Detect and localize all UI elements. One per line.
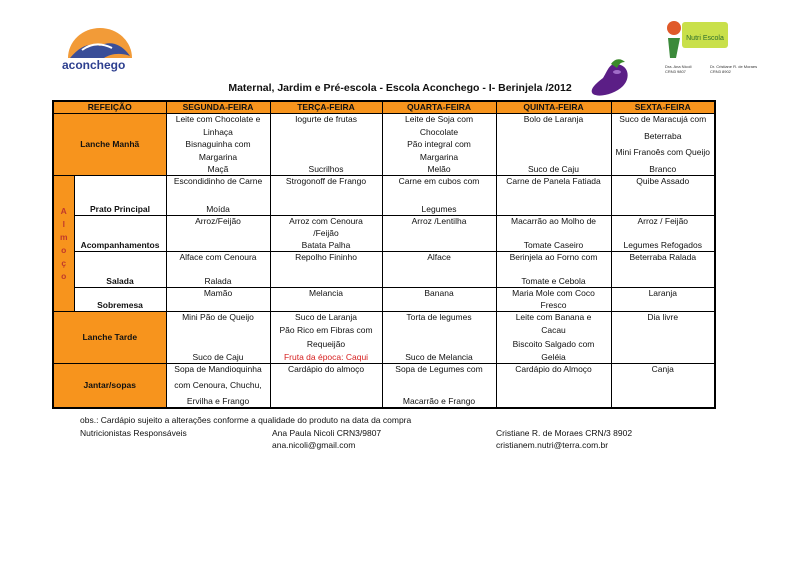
menu-item-line: Beterraba Ralada [629, 252, 697, 262]
almoco-letter: o [61, 270, 67, 281]
menu-item-line: Batata Palha [301, 240, 351, 250]
menu-item-line: Geléia [541, 351, 566, 362]
table-row [53, 216, 715, 252]
col-header: TERÇA-FEIRA [270, 101, 382, 114]
table-row [53, 364, 715, 409]
almoco-letter: A [60, 205, 67, 216]
menu-cell [166, 176, 270, 216]
menu-item-line: Arroz / Feijão [637, 216, 689, 226]
menu-item-line: Cardápio do almoço [287, 364, 365, 374]
table-row [53, 176, 715, 216]
menu-cell [496, 114, 611, 176]
menu-cell [496, 312, 611, 364]
menu-item-line: Canja [651, 364, 674, 374]
menu-cell [382, 312, 496, 364]
menu-cell [270, 176, 382, 216]
nutritionist-1-name: Ana Paula Nicoli CRN3/9807 [272, 428, 382, 438]
menu-cell [270, 114, 382, 176]
menu-cell [270, 288, 382, 312]
menu-cell [382, 288, 496, 312]
menu-cell [166, 114, 270, 176]
nutri-escola-text: Nutri Escola [686, 35, 724, 42]
menu-cell [270, 312, 382, 364]
menu-cell [611, 216, 715, 252]
menu-item-line: Sopa de Mandioquinha [174, 364, 262, 374]
right-logo-caption-right: Dr. Cristiane R. de Moraes CRN3 8902 [710, 64, 758, 74]
menu-item-line: Iogurte de frutas [295, 114, 357, 124]
menu-cell [611, 114, 715, 176]
menu-item-line: Alface com Cenoura [179, 252, 257, 262]
table-row [53, 252, 715, 288]
menu-item-line: Arroz /Lentilha [411, 216, 467, 226]
menu-item-line: Ralada [204, 276, 232, 286]
menu-item-line: Moída [206, 204, 230, 214]
menu-cell [496, 216, 611, 252]
menu-item-line: Fresco [540, 300, 567, 310]
menu-cell [382, 364, 496, 409]
menu-item-line: /Feijão [313, 228, 339, 238]
menu-item-line: Dia livre [647, 312, 679, 322]
menu-item-line: Arroz com Cenoura [289, 216, 363, 226]
menu-item-line: Bisnaguinha com [185, 139, 251, 149]
menu-cell [270, 216, 382, 252]
meal-label: Jantar/sopas [53, 364, 166, 409]
menu-item-line: Quibe Assado [636, 176, 690, 186]
menu-item-line: Carne de Panela Fatiada [506, 176, 601, 186]
col-header: REFEIÇÃO [53, 101, 166, 114]
menu-cell [496, 176, 611, 216]
menu-item-line: Biscoito Salgado com [512, 338, 595, 349]
footer-label: Nutricionistas Responsáveis [80, 428, 187, 438]
menu-item-line: Pão Rico em Fibras com [279, 325, 373, 336]
menu-cell [166, 312, 270, 364]
menu-item-line: Suco de Laranja [295, 312, 357, 322]
right-logo-caption-left: Dra. Ana Nicoli CRN3 9807 [665, 64, 692, 74]
menu-cell [166, 288, 270, 312]
menu-item-line: Requeijão [306, 338, 346, 349]
meal-label: Lanche Manhã [53, 114, 166, 176]
menu-item-line: Linhaça [203, 126, 233, 137]
menu-cell [270, 364, 382, 409]
menu-item-line: Arroz/Feijão [195, 216, 241, 226]
table-row [53, 114, 715, 176]
menu-item-line: Tomate Caseiro [523, 240, 584, 250]
menu-item-line: Cardápio do Almoço [515, 364, 592, 374]
menu-cell [270, 252, 382, 288]
nutritionist-2-email: cristianem.nutri@terra.com.br [496, 440, 609, 450]
menu-item-line: Suco de Melancia [405, 352, 473, 362]
menu-cell [382, 216, 496, 252]
menu-item-line: Macarrão ao Molho de [510, 216, 597, 226]
footer-obs: obs.: Cardápio sujeito a alterações conforme a qualidade do produto na data da compra [80, 415, 412, 425]
almoco-letter: l [62, 218, 65, 229]
menu-cell [611, 364, 715, 409]
menu-item-line: Legumes [421, 204, 457, 214]
header-row [53, 101, 715, 114]
col-header: QUARTA-FEIRA [382, 101, 496, 114]
menu-item-line: Mini Franoês com Queijo [615, 147, 710, 158]
menu-item-line: Suco de Maracujá com [619, 114, 707, 124]
menu-item-line: Suco de Caju [527, 164, 580, 174]
menu-item-line: Pão integral com [407, 139, 471, 149]
meal-label: Sobremesa [74, 288, 166, 312]
meal-label: Acompanhamentos [74, 216, 166, 252]
menu-cell [611, 252, 715, 288]
menu-item-line: Leite com Chocolate e [175, 114, 261, 124]
col-header: SEGUNDA-FEIRA [166, 101, 270, 114]
menu-item-line: Leite com Banana e [515, 312, 592, 322]
menu-cell [382, 114, 496, 176]
menu-item-line: Ervilha e Frango [186, 396, 250, 406]
table-row [53, 288, 715, 312]
menu-item-line: Alface [427, 252, 451, 262]
menu-item-line: Sucrilhos [308, 164, 344, 174]
table-row [53, 312, 715, 364]
almoco-side-label [53, 176, 74, 312]
page-title: Maternal, Jardim e Pré-escola - Escola Aconchego - I- Berinjela /2012 [228, 82, 572, 94]
menu-cell [382, 176, 496, 216]
menu-item-line: Bolo de Laranja [523, 114, 584, 124]
menu-item-line: Macarrão e Frango [402, 396, 476, 406]
meal-label: Prato Principal [74, 176, 166, 216]
menu-item-line: Leite de Soja com [404, 114, 474, 124]
menu-cell [611, 288, 715, 312]
col-header: SEXTA-FEIRA [611, 101, 715, 114]
menu-item-line: Carne em cubos com [398, 176, 480, 186]
menu-item-line: Legumes Refogados [623, 240, 702, 250]
menu-cell [496, 288, 611, 312]
col-header: QUINTA-FEIRA [496, 101, 611, 114]
menu-item-line: Laranja [648, 288, 677, 298]
menu-item-line: Branco [649, 163, 677, 174]
menu-cell [166, 364, 270, 409]
menu-cell [166, 252, 270, 288]
menu-cell [611, 176, 715, 216]
menu-item-line: Maria Mole com Coco [512, 288, 595, 298]
menu-item-line: Strogonoff de Frango [285, 176, 367, 186]
menu-item-line: Beterraba [644, 130, 682, 141]
menu-item-line: Mamão [203, 288, 233, 298]
menu-item-line: Escondidinho de Carne [173, 176, 263, 186]
menu-cell [382, 252, 496, 288]
menu-item-line: Margarina [419, 151, 459, 162]
menu-table [52, 100, 716, 409]
menu-cell [611, 312, 715, 364]
menu-item-line: Repolho Fininho [295, 252, 357, 262]
menu-item-line: Maçã [207, 164, 229, 174]
menu-cell [166, 216, 270, 252]
menu-item-line: Margarina [198, 151, 238, 162]
menu-cell [496, 252, 611, 288]
menu-item-line: Banana [424, 288, 454, 298]
menu-item-line: Tomate e Cebola [521, 276, 586, 286]
almoco-letter: ç [61, 257, 67, 268]
almoco-letter: o [61, 244, 67, 255]
meal-label: Lanche Tarde [53, 312, 166, 364]
meal-label: Salada [74, 252, 166, 288]
menu-item-line: Melancia [309, 288, 344, 298]
menu-item-line: Fruta da época: Caqui [283, 351, 369, 362]
menu-item-line: com Cenoura, Chuchu, [174, 380, 262, 390]
almoco-letter: m [59, 231, 68, 242]
menu-item-line: Torta de legumes [406, 312, 472, 322]
menu-cell [496, 364, 611, 409]
menu-item-line: Berinjela ao Forno com [509, 252, 598, 262]
menu-item-line: Chocolate [419, 126, 459, 137]
logo-text: aconchego [62, 58, 126, 72]
menu-item-line: Sopa de Legumes com [395, 364, 483, 374]
nutritionist-2-name: Cristiane R. de Moraes CRN/3 8902 [496, 428, 633, 438]
nutritionist-1-email: ana.nicoli@gmail.com [272, 440, 356, 450]
menu-item-line: Melão [427, 164, 451, 174]
menu-item-line: Suco de Caju [192, 352, 244, 362]
menu-item-line: Cacau [541, 325, 566, 336]
menu-item-line: Mini Pão de Queijo [182, 312, 254, 322]
